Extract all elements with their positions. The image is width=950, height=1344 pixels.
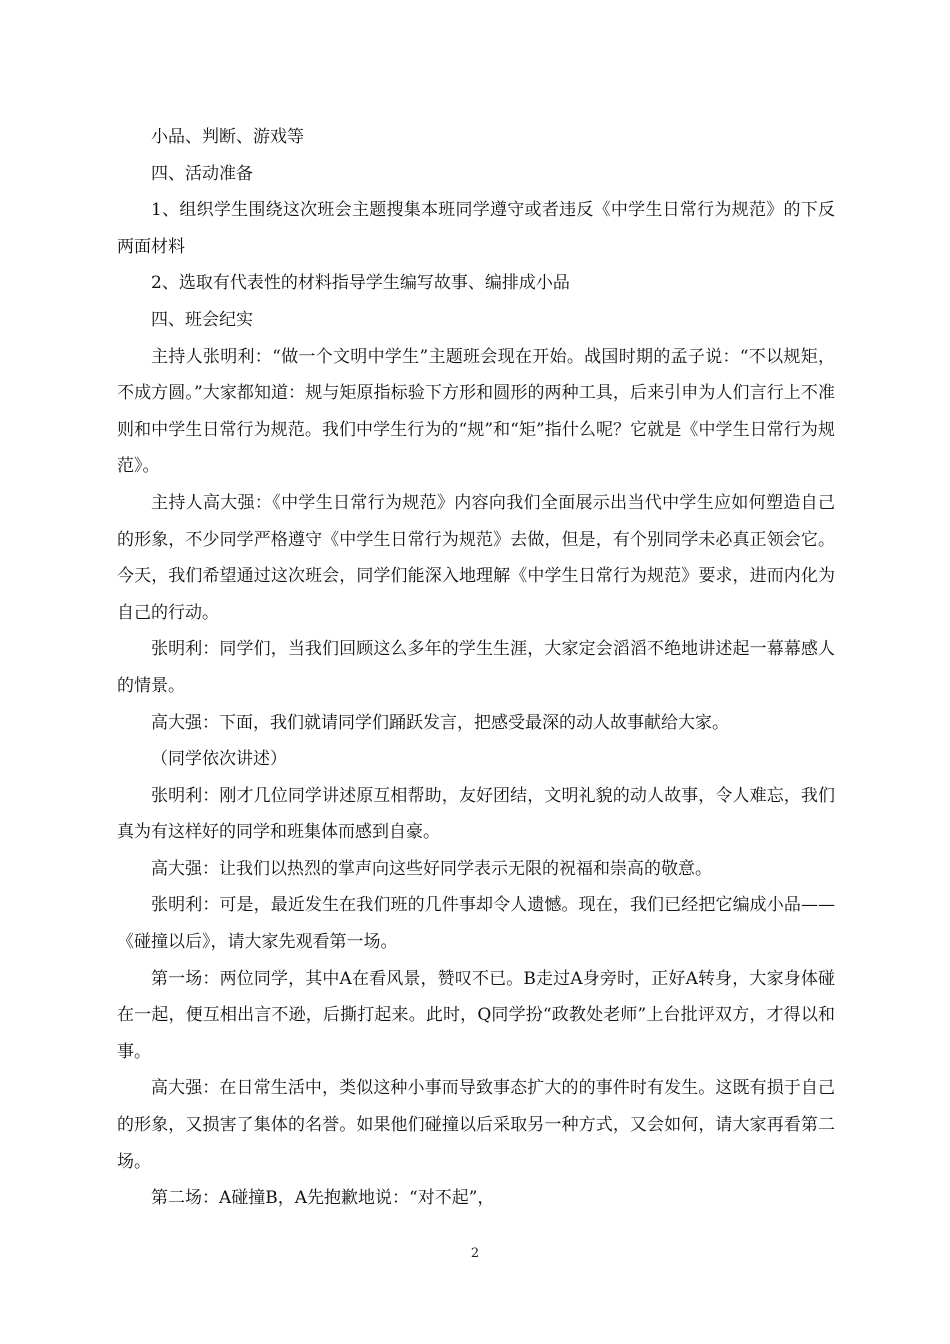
paragraph: 2、选取有代表性的材料指导学生编写故事、编排成小品 <box>151 273 570 294</box>
paragraph: 张明利：可是，最近发生在我们班的几件事却令人遗憾。现在，我们已经把它编成小品——《碰撞以后》，请大家先观看第一场。 <box>117 895 835 953</box>
paragraph: 第二场：A碰撞B，A先抱歉地说：“对不起”， <box>151 1188 495 1209</box>
paragraph: 张明利：刚才几位同学讲述原互相帮助，友好团结，文明礼貌的动人故事，令人难忘，我们真为有这样好的同学和班集体而感到自豪。 <box>117 785 835 843</box>
paragraph: 主持人高大强：《中学生日常行为规范》内容向我们全面展示出当代中学生应如何塑造自己的形象，不少同学严格遵守《中学生日常行为规范》去做，但是，有个别同学未必真正领会它。今天，我们希望通过这次班会，同学们能深入地理解《中学生日常行为规范》要求，进而内化为自己的行动。 <box>117 492 835 623</box>
paragraph: 主持人张明利：“做一个文明中学生”主题班会现在开始。战国时期的孟子说：“不以规矩，不成方圆。”大家都知道：规与矩原指标验下方形和圆形的两种工具，后来引申为人们言行上不准则和中学生日常行为规范。我们中学生行为的“规”和“矩”指什么呢？它就是《中学生日常行为规范》。 <box>117 346 835 477</box>
paragraph: 高大强：下面，我们就请同学们踊跃发言，把感受最深的动人故事献给大家。 <box>151 712 729 733</box>
paragraph: 高大强：在日常生活中，类似这种小事而导致事态扩大的的事件时有发生。这既有损于自己的形象，又损害了集体的名誉。如果他们碰撞以后采取另一种方式，又会如何，请大家再看第二场。 <box>117 1078 835 1172</box>
section-heading-preparation: 四、活动准备 <box>151 163 253 184</box>
paragraph: （同学依次讲述） <box>151 749 287 770</box>
paragraph: 1、组织学生围绕这次班会主题搜集本班同学遵守或者违反《中学生日常行为规范》的下反两面材料 <box>117 200 835 257</box>
body-text <box>117 119 835 1217</box>
paragraph: 第一场：两位同学，其中A在看风景，赞叹不已。B走过A身旁时，正好A转身，大家身体碰在一起，便互相出言不逊，后撕打起来。此时，Q同学扮“政教处老师”上台批评双方，才得以和事。 <box>117 968 835 1062</box>
paragraph: 张明利：同学们，当我们回顾这么多年的学生生涯，大家定会滔滔不绝地讲述起一幕幕感人的情景。 <box>117 639 835 696</box>
paragraph: 小品、判断、游戏等 <box>151 127 304 147</box>
section-heading-record: 四、班会纪实 <box>151 309 253 330</box>
page-number: 2 <box>470 1246 480 1261</box>
paragraph: 高大强：让我们以热烈的掌声向这些好同学表示无限的祝福和崇高的敬意。 <box>151 858 712 879</box>
